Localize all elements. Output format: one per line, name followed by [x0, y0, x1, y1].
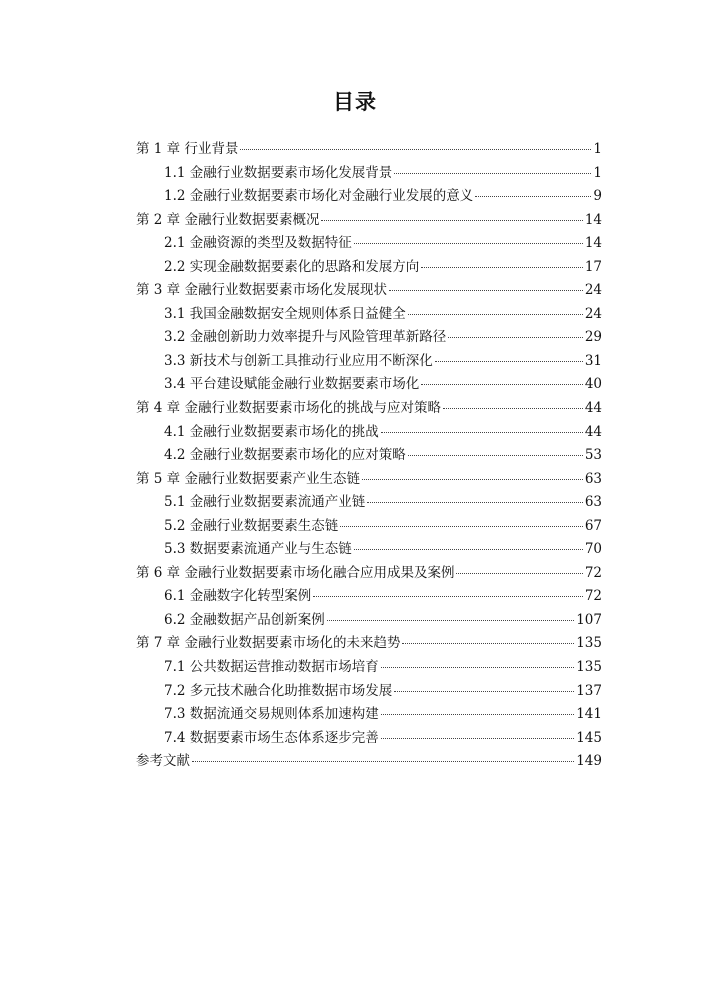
toc-page-number: 135: [576, 635, 602, 652]
toc-section-entry[interactable]: [136, 515, 602, 539]
toc-page-number: 24: [584, 305, 602, 322]
toc-entry-title: 2.1 金融资源的类型及数据特征: [164, 235, 352, 252]
toc-section-entry[interactable]: [136, 444, 602, 468]
toc-entry-title: 第 7 章 金融行业数据要素市场化的未来趋势: [136, 635, 401, 652]
toc-dot-leader: [367, 501, 583, 503]
toc-entry-title: 5.1 金融行业数据要素流通产业链: [164, 494, 366, 511]
toc-chapter-entry[interactable]: [136, 279, 602, 303]
toc-entry-title: 参考文献: [136, 753, 190, 770]
toc-dot-leader: [389, 289, 583, 291]
toc-entry-title: 3.3 新技术与创新工具推动行业应用不断深化: [164, 352, 433, 369]
toc-section-entry[interactable]: [136, 162, 602, 186]
toc-section-entry[interactable]: [136, 326, 602, 350]
toc-chapter-entry[interactable]: [136, 209, 602, 233]
toc-page-number: 44: [584, 400, 602, 417]
toc-section-entry[interactable]: [136, 185, 602, 209]
toc-section-entry[interactable]: [136, 538, 602, 562]
toc-chapter-entry[interactable]: [136, 750, 602, 774]
toc-dot-leader: [313, 595, 583, 597]
table-of-contents: [136, 138, 602, 774]
toc-dot-leader: [354, 242, 583, 244]
toc-page-number: 40: [584, 376, 602, 393]
toc-dot-leader: [402, 642, 574, 644]
toc-section-entry[interactable]: [136, 680, 602, 704]
toc-chapter-entry[interactable]: [136, 397, 602, 421]
toc-page-number: 63: [584, 494, 602, 511]
toc-page-number: 29: [584, 329, 602, 346]
toc-page-number: 67: [584, 517, 602, 534]
toc-dot-leader: [421, 266, 583, 268]
toc-dot-leader: [421, 383, 583, 385]
toc-page-number: 44: [584, 423, 602, 440]
toc-entry-title: 第 6 章 金融行业数据要素市场化融合应用成果及案例: [136, 564, 455, 581]
toc-page-number: 145: [576, 729, 602, 746]
page-title: 目录: [333, 90, 377, 114]
toc-entry-title: 1.2 金融行业数据要素市场化对金融行业发展的意义: [164, 188, 474, 205]
toc-dot-leader: [394, 172, 591, 174]
toc-dot-leader: [354, 548, 583, 550]
toc-dot-leader: [456, 572, 582, 574]
toc-dot-leader: [381, 737, 574, 739]
toc-chapter-entry[interactable]: [136, 468, 602, 492]
toc-section-entry[interactable]: [136, 727, 602, 751]
toc-dot-leader: [327, 619, 574, 621]
toc-section-entry[interactable]: [136, 656, 602, 680]
toc-dot-leader: [381, 431, 583, 433]
toc-entry-title: 5.2 金融行业数据要素生态链: [164, 517, 339, 534]
toc-entry-title: 第 2 章 金融行业数据要素概况: [136, 211, 320, 228]
toc-entry-title: 第 1 章 行业背景: [136, 141, 239, 157]
toc-page-number: 14: [584, 211, 602, 228]
toc-section-entry[interactable]: [136, 585, 602, 609]
toc-dot-leader: [381, 666, 574, 668]
toc-page-number: 63: [584, 470, 602, 487]
toc-entry-title: 7.4 数据要素市场生态体系逐步完善: [164, 729, 379, 746]
toc-page-number: 53: [584, 447, 602, 464]
toc-section-entry[interactable]: [136, 491, 602, 515]
toc-page-number: 1: [593, 141, 602, 157]
toc-section-entry[interactable]: [136, 421, 602, 445]
toc-page-number: 17: [584, 258, 602, 275]
toc-page-number: 1: [593, 164, 602, 181]
toc-section-entry[interactable]: [136, 256, 602, 280]
toc-page-number: 149: [576, 753, 602, 770]
toc-section-entry[interactable]: [136, 373, 602, 397]
toc-entry-title: 2.2 实现金融数据要素化的思路和发展方向: [164, 258, 420, 275]
toc-section-entry[interactable]: [136, 350, 602, 374]
toc-entry-title: 7.3 数据流通交易规则体系加速构建: [164, 706, 379, 723]
toc-chapter-entry[interactable]: [136, 138, 602, 162]
toc-section-entry[interactable]: [136, 703, 602, 727]
toc-entry-title: 6.1 金融数字化转型案例: [164, 588, 312, 605]
toc-dot-leader: [408, 313, 583, 315]
toc-dot-leader: [340, 525, 583, 527]
toc-dot-leader: [394, 690, 574, 692]
toc-entry-title: 第 3 章 金融行业数据要素市场化发展现状: [136, 282, 387, 299]
toc-page-number: 24: [584, 282, 602, 299]
toc-page-number: 14: [584, 235, 602, 252]
toc-entry-title: 7.1 公共数据运营推动数据市场培育: [164, 659, 379, 676]
toc-entry-title: 6.2 金融数据产品创新案例: [164, 611, 325, 628]
toc-dot-leader: [192, 760, 574, 762]
toc-entry-title: 3.4 平台建设赋能金融行业数据要素市场化: [164, 376, 420, 393]
toc-page-number: 72: [584, 588, 602, 605]
toc-dot-leader: [321, 219, 582, 221]
toc-chapter-entry[interactable]: [136, 632, 602, 656]
toc-entry-title: 4.1 金融行业数据要素市场化的挑战: [164, 423, 379, 440]
toc-page-number: 31: [584, 352, 602, 369]
toc-entry-title: 7.2 多元技术融合化助推数据市场发展: [164, 682, 393, 699]
toc-dot-leader: [443, 407, 583, 409]
toc-page-number: 70: [584, 541, 602, 558]
toc-page-number: 9: [593, 188, 602, 205]
toc-section-entry[interactable]: [136, 232, 602, 256]
toc-page-number: 107: [576, 611, 602, 628]
toc-dot-leader: [240, 148, 591, 150]
toc-page-number: 72: [584, 564, 602, 581]
toc-dot-leader: [362, 478, 583, 480]
toc-dot-leader: [475, 195, 591, 197]
toc-page-number: 141: [576, 706, 602, 723]
toc-section-entry[interactable]: [136, 609, 602, 633]
toc-entry-title: 4.2 金融行业数据要素市场化的应对策略: [164, 447, 406, 464]
toc-section-entry[interactable]: [136, 303, 602, 327]
toc-entry-title: 5.3 数据要素流通产业与生态链: [164, 541, 352, 558]
toc-entry-title: 3.2 金融创新助力效率提升与风险管理革新路径: [164, 329, 447, 346]
toc-entry-title: 1.1 金融行业数据要素市场化发展背景: [164, 164, 393, 181]
toc-entry-title: 第 5 章 金融行业数据要素产业生态链: [136, 470, 360, 487]
toc-dot-leader: [435, 360, 583, 362]
toc-entry-title: 3.1 我国金融数据安全规则体系日益健全: [164, 305, 406, 322]
toc-entry-title: 第 4 章 金融行业数据要素市场化的挑战与应对策略: [136, 400, 441, 417]
toc-page-number: 135: [576, 659, 602, 676]
toc-dot-leader: [381, 713, 574, 715]
toc-page-number: 137: [576, 682, 602, 699]
toc-dot-leader: [448, 336, 583, 338]
toc-dot-leader: [408, 454, 583, 456]
toc-chapter-entry[interactable]: [136, 562, 602, 586]
